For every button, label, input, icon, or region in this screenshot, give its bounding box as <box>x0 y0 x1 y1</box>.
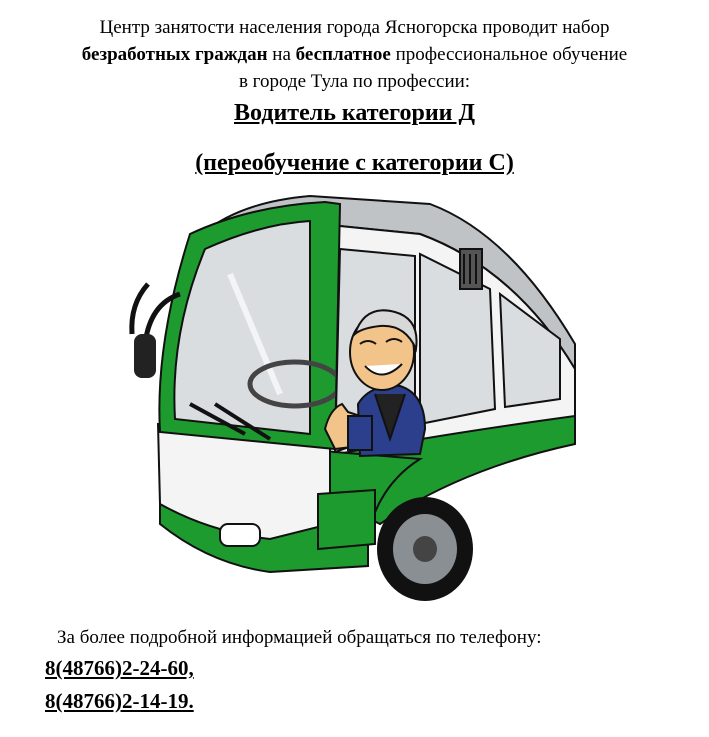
profession-title: Водитель категории Д <box>234 100 475 126</box>
announcement-line-3: в городе Тула по профессии: <box>238 71 471 92</box>
phone-number-1: 8(48766)2-24-60, <box>45 656 194 680</box>
bus-mirror <box>134 334 156 378</box>
announcement-line-1: Центр занятости населения города Ясногорска проводит набор <box>99 17 610 38</box>
announcement-text <box>0 14 709 95</box>
driver-sleeve <box>348 416 372 450</box>
bus-wheel <box>377 497 473 601</box>
left-mirror-arm <box>132 284 148 334</box>
announcement-line-2-mid: на <box>267 44 296 65</box>
unemployed-citizens-bold: безработных граждан <box>81 44 268 65</box>
bus-driver-illustration <box>120 194 580 606</box>
retraining-subtitle: (переобучение с категории С) <box>195 150 514 176</box>
contact-text: За более подробной информацией обращаться по телефону: <box>57 627 542 648</box>
announcement-line-2 <box>0 41 709 68</box>
bus-door <box>318 490 375 549</box>
free-bold: бесплатное <box>295 44 391 65</box>
bus-vent <box>460 249 482 289</box>
bus-headlight <box>220 524 260 546</box>
announcement-line-2-rest: профессиональное обучение <box>390 44 628 65</box>
phone-number-2: 8(48766)2-14-19. <box>45 689 194 713</box>
